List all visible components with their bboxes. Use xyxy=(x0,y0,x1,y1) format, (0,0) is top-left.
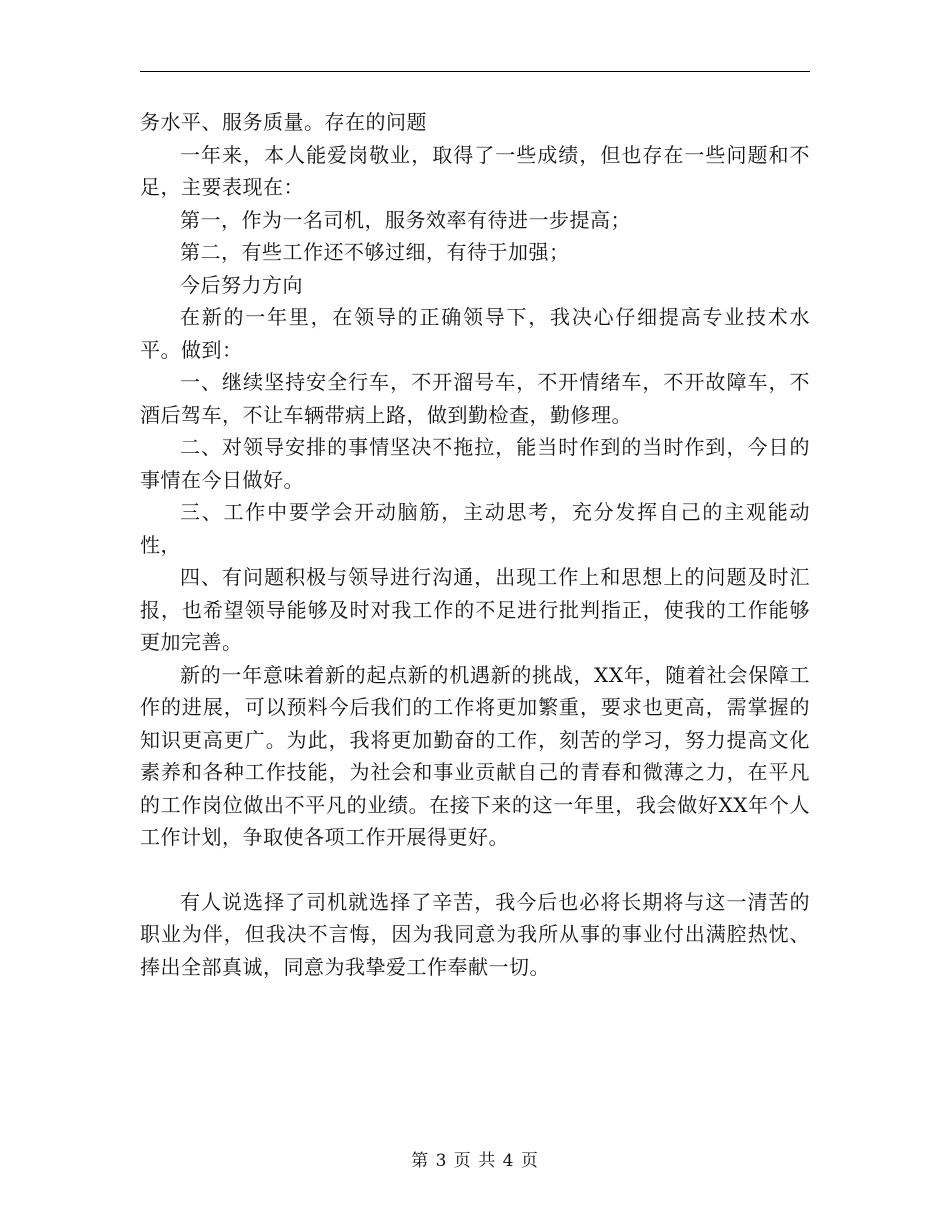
paragraph-closing: 有人说选择了司机就选择了辛苦，我今后也必将长期将与这一清苦的职业为伴，但我决不言悔，因为我同意为我所从事的事业付出满腔热忱、捧出全部真诚，同意为我挚爱工作奉献一切。 xyxy=(140,889,810,979)
header-rule xyxy=(140,71,810,72)
total-page-count: 4 xyxy=(502,1151,515,1171)
paragraph-continuation: 务水平、服务质量。存在的问题 xyxy=(140,110,427,134)
list-item-one: 一、继续坚持安全行车，不开溜号车，不开情绪车，不开故障车，不酒后驾车，不让车辆带病上路，做到勤检查，勤修理。 xyxy=(140,370,810,427)
paragraph-new-year-goal: 在新的一年里，在领导的正确领导下，我决心仔细提高专业技术水平。做到： xyxy=(140,305,810,362)
list-item-two: 二、对领导安排的事情坚决不拖拉，能当时作到的当时作到，今日的事情在今日做好。 xyxy=(140,435,810,492)
list-item-four: 四、有问题积极与领导进行沟通，出现工作上和思想上的问题及时汇报，也希望领导能够及时对我工作的不足进行批判指正，使我的工作能够更加完善。 xyxy=(140,565,810,654)
footer-middle: 页 共 xyxy=(453,1151,497,1171)
page-footer xyxy=(0,1146,950,1171)
paragraph-problem-two: 第二，有些工作还不够过细，有待于加强； xyxy=(180,240,570,264)
list-item-three: 三、工作中要学会开动脑筋，主动思考，充分发挥自己的主观能动性， xyxy=(140,500,810,557)
paragraph-problem-one: 第一，作为一名司机，服务效率有待进一步提高； xyxy=(180,207,631,232)
section-heading-direction: 今后努力方向 xyxy=(180,272,303,297)
footer-suffix: 页 xyxy=(520,1151,539,1171)
paragraph-outlook: 新的一年意味着新的起点新的机遇新的挑战，XX年，随着社会保障工作的进展，可以预料今后我们的工作将更加繁重，要求也更高，需掌握的知识更高更广。为此，我将更加勤奋的工作，刻苦的学习，努力提高文化素养和各种工作技能，为社会和事业贡献自己的青春和微薄之力，在平凡的工作岗位做出不平凡的业绩。在接下来的这一年里，我会做好XX年个人工作计划，争取使各项工作开展得更好。 xyxy=(140,662,810,849)
footer-prefix: 第 xyxy=(411,1151,430,1171)
document-body xyxy=(140,106,810,983)
current-page-number: 3 xyxy=(435,1151,448,1171)
paragraph-problems-intro: 一年来，本人能爱岗敬业，取得了一些成绩，但也存在一些问题和不足，主要表现在： xyxy=(140,142,810,199)
